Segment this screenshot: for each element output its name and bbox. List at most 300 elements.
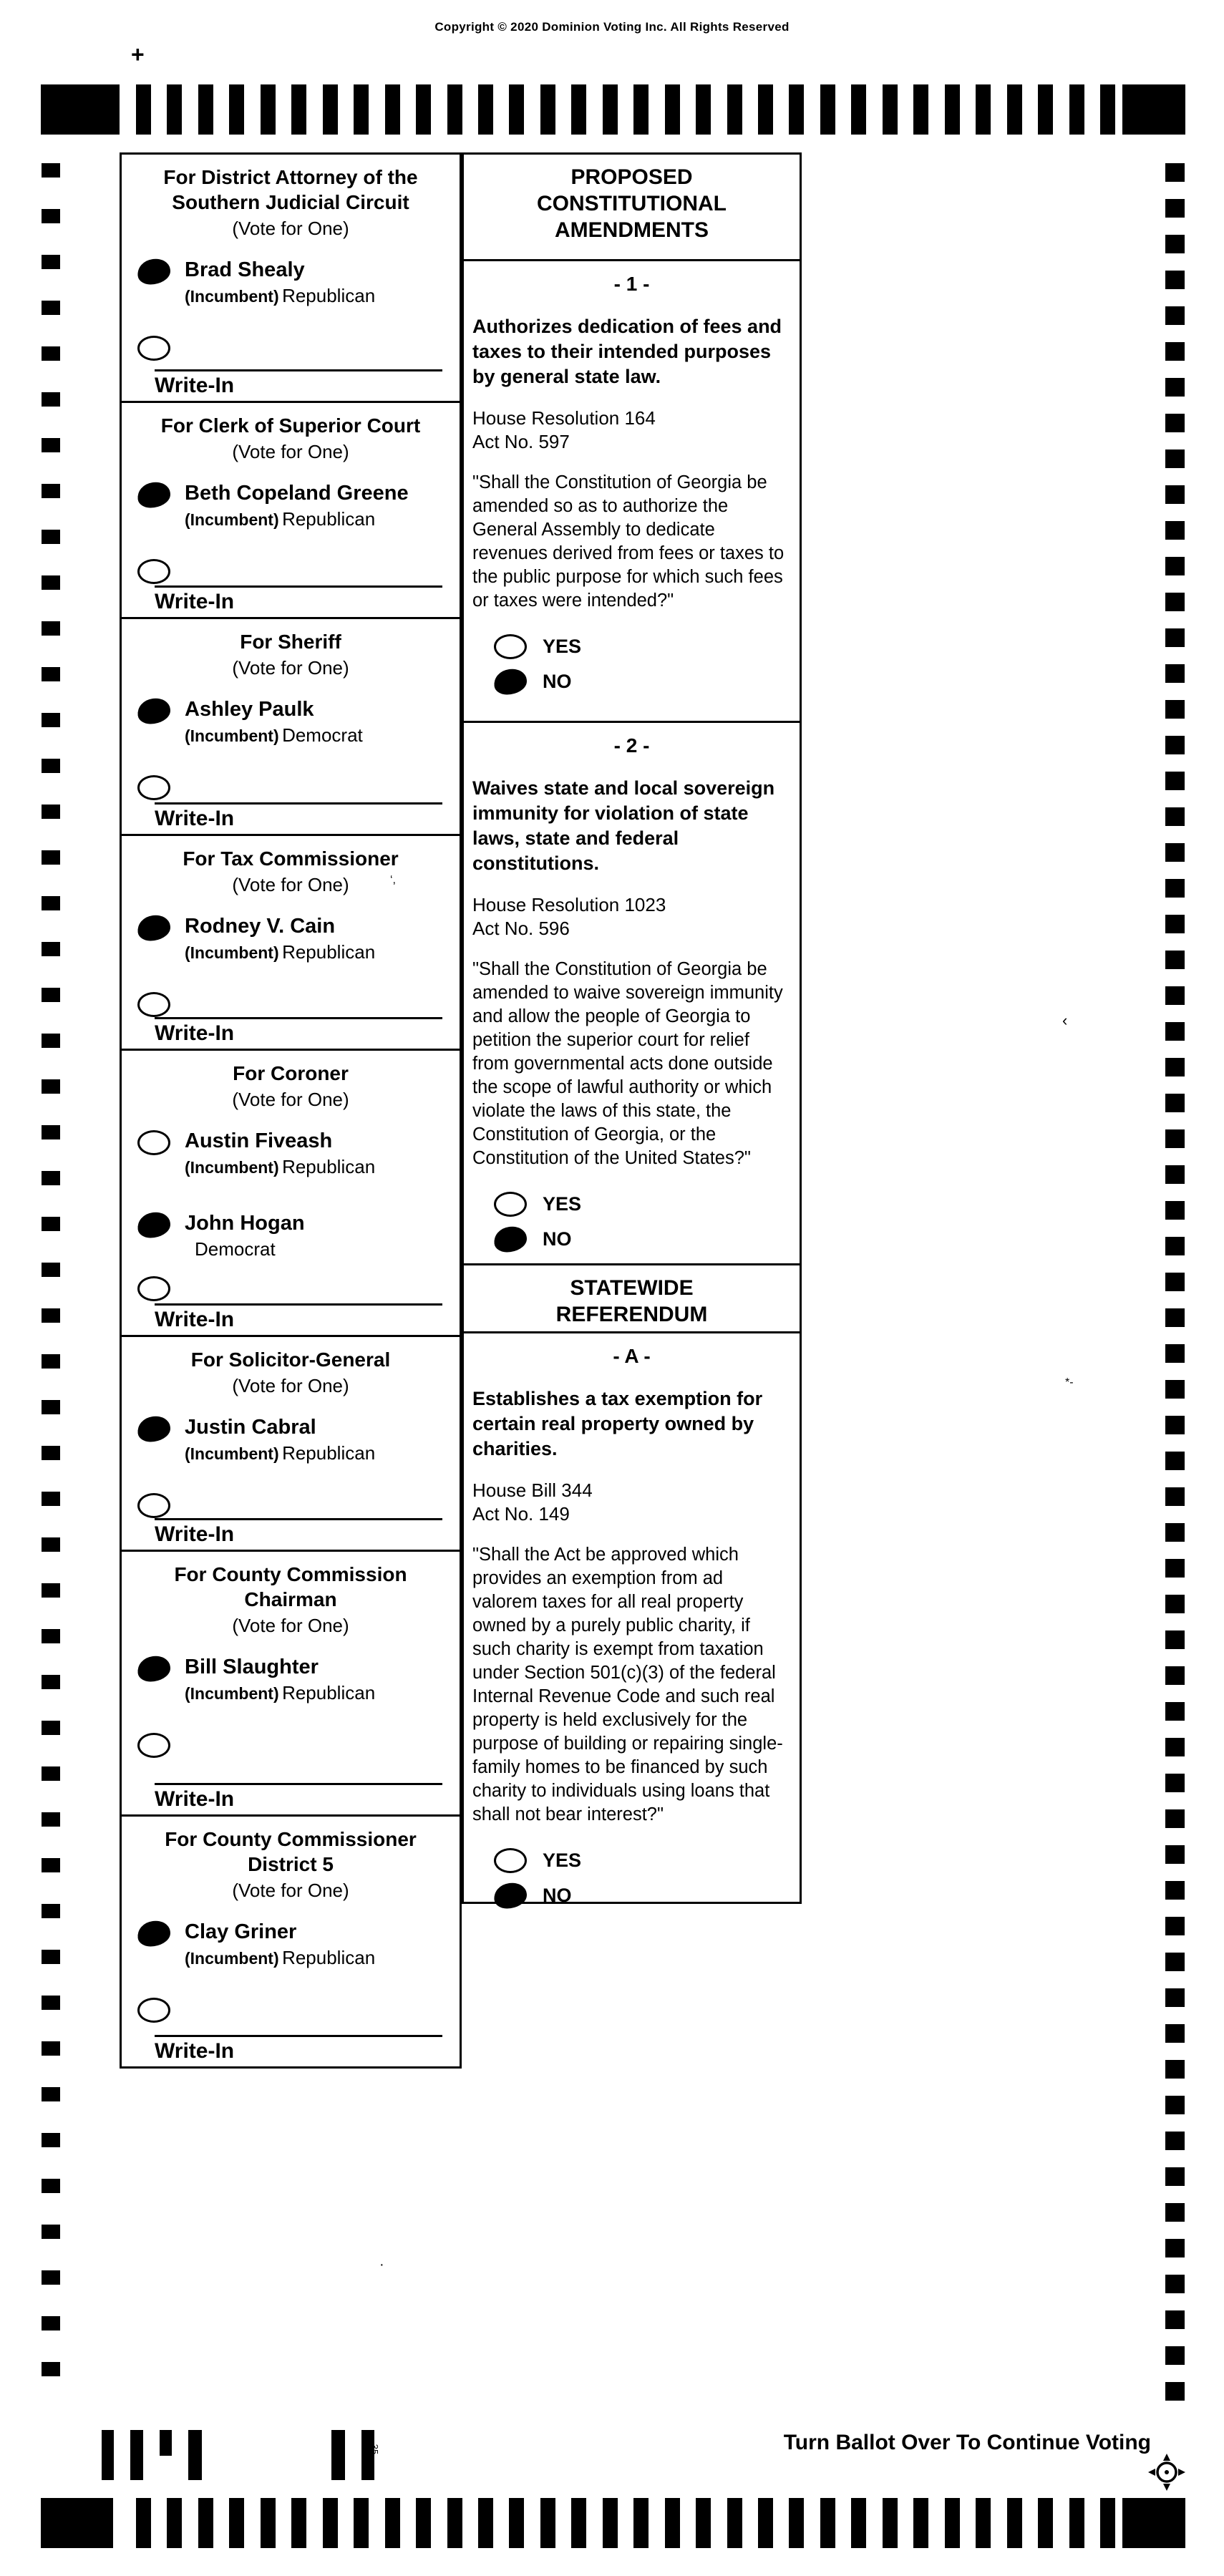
- write-in-line[interactable]: [155, 1518, 442, 1547]
- timing-mark: [540, 2498, 555, 2548]
- timing-mark: [851, 84, 866, 135]
- incumbent-label: (Incumbent): [185, 287, 279, 306]
- party-label: Democrat: [282, 724, 363, 746]
- party-label: Republican: [282, 1682, 376, 1703]
- timing-mark: [727, 84, 742, 135]
- timing-mark: [1165, 593, 1185, 611]
- yes-oval[interactable]: [494, 1848, 527, 1873]
- measure-reference: House Resolution 1023: [472, 894, 666, 915]
- yes-oval[interactable]: [494, 634, 527, 659]
- timing-mark: [42, 1354, 60, 1369]
- measure-number: - 1 -: [613, 273, 650, 295]
- timing-mark: [603, 84, 618, 135]
- timing-mark: [42, 713, 60, 727]
- contest-title: [122, 1817, 460, 1877]
- referendum-header-line: REFERENDUM: [555, 1303, 708, 1326]
- no-label: NO: [543, 1228, 572, 1250]
- timing-mark: [136, 2498, 151, 2548]
- timing-mark: [42, 1034, 60, 1048]
- write-in-label: Write-In: [155, 807, 235, 830]
- timing-mark: [945, 84, 960, 135]
- timing-mark: [229, 2498, 244, 2548]
- timing-mark: [323, 84, 338, 135]
- timing-mark: [1165, 1702, 1185, 1721]
- timing-mark: [1007, 84, 1022, 135]
- party-label: Republican: [282, 508, 376, 530]
- no-oval[interactable]: [492, 1881, 528, 1910]
- timing-mark: [633, 2498, 649, 2548]
- timing-mark: [1165, 2382, 1185, 2401]
- timing-mark: [478, 84, 493, 135]
- incumbent-label: (Incumbent): [185, 1949, 279, 1968]
- contest-district-attorney: [120, 152, 462, 403]
- timing-mark: [42, 346, 60, 361]
- timing-mark: [696, 2498, 711, 2548]
- candidate-name: Brad Shealy: [185, 258, 305, 281]
- candidate-row: [122, 1656, 460, 1707]
- timing-mark: [42, 621, 60, 636]
- timing-mark: [42, 1537, 60, 1552]
- timing-mark: [758, 2498, 773, 2548]
- timing-mark: [1165, 1201, 1185, 1220]
- measure-reference: House Resolution 164: [472, 407, 656, 429]
- contest-commission-chairman: [120, 1550, 462, 1817]
- referendum-a: [462, 1331, 802, 1904]
- timing-mark: [1165, 807, 1185, 826]
- timing-mark: [696, 84, 711, 135]
- no-choice-row: [472, 1883, 791, 1908]
- timing-mark: [229, 84, 244, 135]
- timing-mark: [1165, 1917, 1185, 1935]
- write-in-oval[interactable]: [137, 336, 170, 361]
- candidate-oval[interactable]: [136, 1654, 172, 1683]
- no-choice-row: [472, 1227, 791, 1252]
- timing-mark: [1165, 951, 1185, 969]
- measure-summary: Waives state and local sovereign immunity for violation of state laws, state and federal constitutions.: [472, 777, 775, 874]
- measure-question: "Shall the Act be approved which provides an exemption from ad valorem taxes for all real property owned by a purely public charity, if such charity is exempt from taxation under Section 501(c)(3) of the federal Internal Revenue Code and such real property is held exclusively for the purpose of building or repairing single-family homes to be financed by such charity to individuals using loans that shall not bear interest?": [472, 1545, 783, 1824]
- timing-mark: [1165, 1595, 1185, 1613]
- measure-number: - A -: [613, 1345, 651, 1367]
- timing-mark: [1165, 163, 1185, 182]
- timing-mark: [571, 84, 586, 135]
- amendments-header-line: PROPOSED: [570, 165, 693, 189]
- incumbent-label: (Incumbent): [185, 726, 279, 745]
- timing-mark: [42, 896, 60, 910]
- timing-mark: [945, 2498, 960, 2548]
- code-bar: [130, 2430, 143, 2480]
- code-bar: [361, 2430, 374, 2480]
- candidate-name: John Hogan: [185, 1212, 305, 1235]
- party-label: Republican: [282, 941, 376, 963]
- timing-mark: [42, 1492, 60, 1506]
- candidate-name: Bill Slaughter: [185, 1656, 319, 1678]
- timing-mark: [447, 84, 462, 135]
- contest-clerk-superior-court: [120, 401, 462, 619]
- timing-mark: [1165, 1809, 1185, 1828]
- timing-mark: [42, 484, 60, 498]
- timing-mark: [1100, 84, 1115, 135]
- measure-question: "Shall the Constitution of Georgia be amended so as to authorize the General Assembly to dedicate revenues derived from fees or taxes to the public purpose for which such fees or taxes were intended?": [472, 472, 785, 611]
- timing-mark: [1165, 1559, 1185, 1578]
- candidate-oval[interactable]: [136, 696, 172, 725]
- contest-sheriff: [120, 617, 462, 836]
- timing-mark: [385, 84, 400, 135]
- write-in-oval-row: [122, 775, 460, 800]
- candidate-oval[interactable]: [136, 1919, 172, 1948]
- write-in-label: Write-In: [155, 1522, 235, 1546]
- timing-mark: [976, 2498, 991, 2548]
- contest-title-line: For Tax Commissioner: [183, 847, 399, 870]
- amendments-header-line: AMENDMENTS: [555, 218, 709, 242]
- timing-mark: [1038, 2498, 1053, 2548]
- timing-mark: [1165, 485, 1185, 504]
- timing-mark: [1165, 414, 1185, 432]
- write-in-line[interactable]: [155, 1303, 442, 1332]
- no-label: NO: [543, 671, 572, 692]
- vote-for-instruction: (Vote for One): [232, 1880, 349, 1901]
- incumbent-label: (Incumbent): [185, 1684, 279, 1703]
- timing-mark: [1165, 271, 1185, 289]
- timing-mark: [1165, 2167, 1185, 2186]
- registration-target-icon: [1147, 2452, 1187, 2496]
- party-label: Republican: [282, 1156, 376, 1177]
- scan-artifact: *-: [1065, 1376, 1074, 1389]
- measure-question: "Shall the Constitution of Georgia be amended to waive sovereign immunity and allow the people of Georgia to petition the superior court for relief from governmental acts done outside the scope of lawful authority or which violate the laws of this state, the Constitution of Georgia, or the Constitution of the United States?": [472, 959, 783, 1168]
- contest-title: [122, 403, 460, 438]
- candidate-row: [122, 1921, 460, 1972]
- write-in-oval-row: [122, 1733, 460, 1758]
- write-in-line[interactable]: [155, 1783, 442, 1812]
- timing-mark: [478, 2498, 493, 2548]
- yes-label: YES: [543, 1193, 582, 1215]
- scan-artifact: ·: [379, 2257, 384, 2273]
- corner-block-top-right: [1122, 84, 1185, 135]
- write-in-oval[interactable]: [137, 992, 170, 1017]
- timing-mark: [42, 392, 60, 407]
- timing-mark: [42, 942, 60, 956]
- write-in-oval-row: [122, 336, 460, 361]
- referendum-header-line: STATEWIDE: [570, 1276, 694, 1300]
- measure-references: [472, 893, 791, 941]
- timing-mark: [42, 255, 60, 269]
- party-label: Republican: [282, 1442, 376, 1464]
- write-in-oval-row: [122, 1998, 460, 2023]
- timing-mark: [1165, 2024, 1185, 2043]
- candidate-row: [122, 482, 460, 533]
- yes-label: YES: [543, 636, 582, 657]
- timing-mark: [1165, 2203, 1185, 2222]
- write-in-line[interactable]: [155, 369, 442, 398]
- timing-mark: [1165, 843, 1185, 862]
- timing-mark: [1165, 1058, 1185, 1076]
- timing-mark: [883, 2498, 898, 2548]
- candidate-row: [122, 699, 460, 749]
- write-in-oval-row: [122, 559, 460, 584]
- write-in-line[interactable]: [155, 1017, 442, 1046]
- candidate-row: [122, 915, 460, 966]
- timing-mark: [1165, 664, 1185, 683]
- timing-mark: [1165, 378, 1185, 397]
- code-bar: [331, 2430, 345, 2480]
- timing-mark: [820, 84, 835, 135]
- measure-reference: House Bill 344: [472, 1479, 593, 1501]
- timing-mark: [42, 1171, 60, 1185]
- timing-mark: [42, 2133, 60, 2147]
- write-in-label: Write-In: [155, 1021, 235, 1045]
- write-in-oval[interactable]: [137, 775, 170, 800]
- no-choice-row: [472, 669, 791, 694]
- timing-mark: [1069, 2498, 1084, 2548]
- timing-mark: [42, 2041, 60, 2056]
- scan-artifact-code-digits: 35: [369, 2444, 381, 2455]
- party-label: Republican: [282, 1947, 376, 1968]
- timing-mark: [727, 2498, 742, 2548]
- measure-summary: Authorizes dedication of fees and taxes to their intended purposes by general state law.: [472, 316, 782, 387]
- registration-plus-mark: +: [131, 42, 145, 67]
- incumbent-label: (Incumbent): [185, 1444, 279, 1463]
- timing-mark: [1038, 84, 1053, 135]
- yes-oval[interactable]: [494, 1192, 527, 1217]
- candidate-oval[interactable]: [137, 1130, 170, 1155]
- timing-mark: [1165, 1845, 1185, 1864]
- timing-mark: [261, 2498, 276, 2548]
- timing-mark: [42, 1996, 60, 2010]
- timing-mark: [42, 1629, 60, 1643]
- timing-mark: [1007, 2498, 1022, 2548]
- no-oval[interactable]: [492, 667, 528, 696]
- contest-title-line: Chairman: [244, 1588, 337, 1610]
- candidate-oval[interactable]: [136, 913, 172, 942]
- timing-mark: [976, 84, 991, 135]
- code-bar: [160, 2430, 172, 2456]
- write-in-line[interactable]: [155, 585, 442, 614]
- no-oval[interactable]: [492, 1225, 528, 1253]
- measure-references: [472, 407, 791, 454]
- contest-title-line: District 5: [248, 1853, 334, 1875]
- contest-title-line: For Coroner: [233, 1062, 349, 1084]
- timing-mark: [1165, 2060, 1185, 2079]
- timing-mark: [758, 84, 773, 135]
- timing-mark: [1165, 2132, 1185, 2150]
- timing-mark: [540, 84, 555, 135]
- timing-mark: [42, 1217, 60, 1231]
- timing-mark: [261, 84, 276, 135]
- timing-mark: [42, 850, 60, 865]
- timing-mark: [1165, 1630, 1185, 1649]
- yes-choice-row: [472, 1192, 791, 1217]
- timing-mark: [1165, 879, 1185, 898]
- timing-mark: [1165, 1774, 1185, 1792]
- write-in-oval[interactable]: [137, 559, 170, 584]
- write-in-oval-row: [122, 1493, 460, 1518]
- timing-mark: [883, 84, 898, 135]
- timing-mark: [198, 84, 213, 135]
- contest-title-line: For Solicitor-General: [190, 1348, 391, 1371]
- scan-artifact: ‘,: [390, 874, 396, 886]
- write-in-oval[interactable]: [137, 1733, 170, 1758]
- timing-mark: [42, 1858, 60, 1872]
- vote-for-instruction: (Vote for One): [232, 218, 349, 239]
- timing-mark: [167, 2498, 182, 2548]
- timing-mark: [42, 1125, 60, 1139]
- timing-mark: [820, 2498, 835, 2548]
- code-bar: [102, 2430, 114, 2480]
- timing-mark: [913, 2498, 928, 2548]
- timing-mark: [42, 1079, 60, 1094]
- measure-reference: Act No. 597: [472, 431, 570, 452]
- timing-mark: [42, 1721, 60, 1735]
- timing-mark: [1165, 1881, 1185, 1900]
- timing-mark: [42, 1308, 60, 1323]
- vote-for-instruction: (Vote for One): [232, 1375, 349, 1396]
- timing-mark: [354, 2498, 369, 2548]
- timing-mark: [416, 84, 431, 135]
- timing-mark: [42, 2270, 60, 2285]
- write-in-oval[interactable]: [137, 1998, 170, 2023]
- code-bar: [188, 2430, 202, 2480]
- measure-number: - 2 -: [613, 734, 650, 757]
- timing-mark: [1165, 2096, 1185, 2114]
- copyright-text: Copyright © 2020 Dominion Voting Inc. All Rights Reserved: [434, 20, 790, 34]
- contest-column: [120, 152, 462, 2069]
- candidate-name: Clay Griner: [185, 1920, 297, 1943]
- party-label: Republican: [282, 285, 376, 306]
- timing-mark: [42, 1263, 60, 1277]
- write-in-label: Write-In: [155, 374, 235, 397]
- candidate-row: [122, 1130, 460, 1181]
- timing-mark: [42, 530, 60, 544]
- timing-mark: [354, 84, 369, 135]
- write-in-label: Write-In: [155, 590, 235, 613]
- timing-mark: [1165, 2239, 1185, 2257]
- timing-mark: [42, 1904, 60, 1918]
- timing-mark: [1165, 1308, 1185, 1327]
- timing-mark: [136, 84, 151, 135]
- contest-title-line: For County Commission: [174, 1563, 407, 1585]
- timing-mark: [1165, 628, 1185, 647]
- incumbent-label: (Incumbent): [185, 1158, 279, 1177]
- timing-mark: [789, 84, 804, 135]
- timing-mark: [1165, 700, 1185, 719]
- timing-mark: [42, 438, 60, 452]
- write-in-line[interactable]: [155, 2035, 442, 2064]
- timing-mark: [633, 84, 649, 135]
- amendment-2: [462, 721, 802, 1265]
- candidate-name: Austin Fiveash: [185, 1129, 333, 1152]
- timing-mark: [291, 2498, 306, 2548]
- yes-choice-row: [472, 1848, 791, 1873]
- incumbent-label: (Incumbent): [185, 510, 279, 529]
- scan-artifact: ‹: [1062, 1011, 1068, 1029]
- write-in-oval[interactable]: [137, 1493, 170, 1518]
- yes-choice-row: [472, 634, 791, 659]
- timing-mark: [509, 84, 524, 135]
- timing-mark: [1165, 1523, 1185, 1542]
- timing-mark: [1165, 306, 1185, 325]
- timing-mark: [198, 2498, 213, 2548]
- contest-title: [122, 619, 460, 654]
- candidate-oval[interactable]: [136, 1414, 172, 1443]
- no-label: NO: [543, 1885, 572, 1906]
- timing-mark: [603, 2498, 618, 2548]
- candidate-name: Ashley Paulk: [185, 698, 314, 721]
- timing-mark: [42, 1583, 60, 1598]
- timing-mark: [1165, 1129, 1185, 1148]
- timing-mark: [42, 2316, 60, 2330]
- timing-mark: [1165, 1344, 1185, 1363]
- timing-mark: [1165, 1666, 1185, 1685]
- write-in-line[interactable]: [155, 802, 442, 831]
- contest-coroner: [120, 1049, 462, 1337]
- timing-mark: [1165, 1416, 1185, 1434]
- timing-mark: [1165, 736, 1185, 754]
- vote-for-instruction: (Vote for One): [232, 657, 349, 679]
- timing-mark: [1165, 199, 1185, 218]
- timing-mark: [1100, 2498, 1115, 2548]
- timing-mark: [665, 84, 680, 135]
- yes-label: YES: [543, 1850, 582, 1871]
- timing-mark: [291, 84, 306, 135]
- measure-references: [472, 1479, 791, 1526]
- timing-mark: [385, 2498, 400, 2548]
- candidate-row: [122, 1416, 460, 1467]
- vote-for-instruction: (Vote for One): [232, 441, 349, 462]
- timing-mark: [665, 2498, 680, 2548]
- candidate-row: [122, 259, 460, 310]
- timing-mark: [42, 1675, 60, 1689]
- candidate-oval[interactable]: [136, 257, 172, 286]
- timing-mark: [1165, 521, 1185, 540]
- contest-title-line: Southern Judicial Circuit: [172, 191, 409, 213]
- timing-mark: [42, 2087, 60, 2101]
- timing-mark: [571, 2498, 586, 2548]
- timing-mark: [1165, 557, 1185, 575]
- timing-mark: [42, 1400, 60, 1414]
- write-in-oval[interactable]: [137, 1276, 170, 1301]
- candidate-name: Rodney V. Cain: [185, 915, 336, 938]
- corner-block-top-left: [41, 84, 120, 135]
- write-in-oval-row: [122, 1276, 460, 1301]
- timing-mark: [1165, 1380, 1185, 1399]
- timing-mark: [42, 209, 60, 223]
- write-in-oval-row: [122, 992, 460, 1017]
- timing-mark: [1165, 772, 1185, 790]
- timing-mark: [1165, 449, 1185, 468]
- contest-solicitor-general: [120, 1335, 462, 1552]
- timing-mark: [42, 575, 60, 590]
- write-in-label: Write-In: [155, 1787, 235, 1811]
- measures-column: [462, 152, 802, 1904]
- amendment-1: [462, 259, 802, 723]
- contest-title-line: For County Commissioner: [165, 1828, 417, 1850]
- amendments-header-line: CONSTITUTIONAL: [537, 192, 727, 215]
- contest-title: [122, 1552, 460, 1612]
- timing-mark: [42, 805, 60, 819]
- timing-mark: [42, 1950, 60, 1964]
- contest-title-line: For Sheriff: [240, 631, 341, 653]
- timing-mark: [416, 2498, 431, 2548]
- timing-mark: [42, 1446, 60, 1460]
- timing-mark: [1165, 1273, 1185, 1291]
- candidate-oval[interactable]: [136, 1210, 172, 1239]
- candidate-row: [122, 1212, 460, 1263]
- timing-mark: [789, 2498, 804, 2548]
- timing-mark: [1165, 1165, 1185, 1184]
- contest-title: [122, 155, 460, 215]
- candidate-oval[interactable]: [136, 480, 172, 509]
- timing-mark: [447, 2498, 462, 2548]
- vote-for-instruction: (Vote for One): [232, 874, 349, 895]
